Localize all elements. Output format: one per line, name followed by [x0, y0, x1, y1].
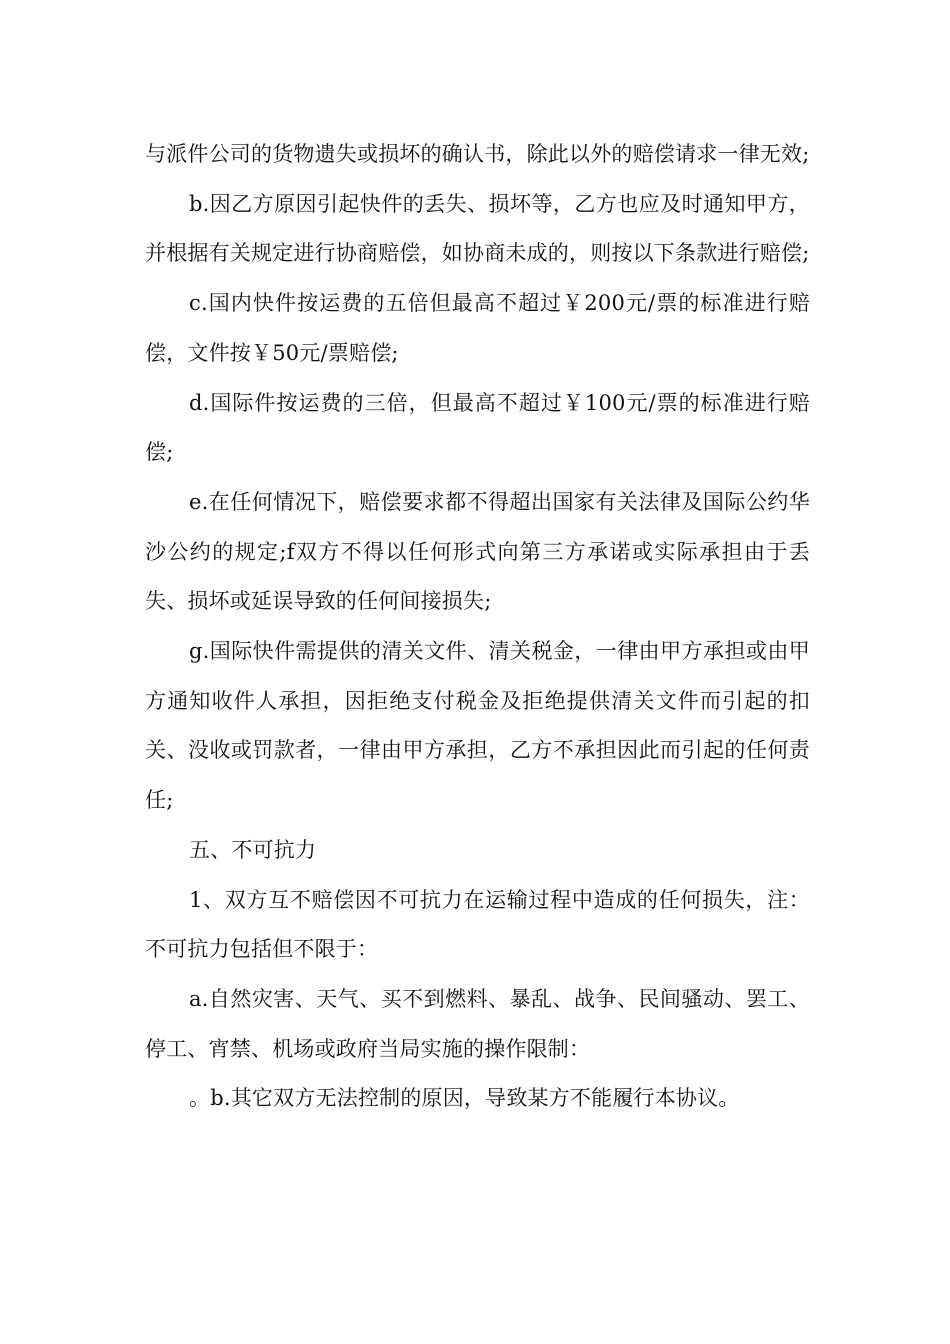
paragraph-force-majeure-b: 。b.其它双方无法控制的原因，导致某方不能履行本协议。 — [189, 1086, 740, 1111]
paragraph-clause-d: d.国际件按运费的三倍，但最高不超过￥100元/票的标准进行赔偿; — [145, 390, 810, 465]
paragraph-clause-c: c.国内快件按运费的五倍但最高不超过￥200元/票的标准进行赔偿，文件按￥50元/票赔偿; — [145, 291, 810, 365]
section-heading-force-majeure: 五、不可抗力 — [189, 837, 317, 862]
paragraph-clause-e-f: e.在任何情况下，赔偿要求都不得超出国家有关法律及国际公约华沙公约的规定;f双方不得以任何形式向第三方承诺或实际承担由于丢失、损坏或延误导致的任何间接损失; — [145, 489, 810, 614]
paragraph-clause-g: g.国际快件需提供的清关文件、清关税金，一律由甲方承担或由甲方通知收件人承担，因拒绝支付税金及拒绝提供清关文件而引起的扣关、没收或罚款者，一律由甲方承担，乙方不承担因此而引起的任何责任; — [145, 639, 810, 813]
document-body — [145, 130, 810, 1124]
paragraph-force-majeure-a: a.自然灾害、天气、买不到燃料、暴乱、战争、民间骚动、罢工、停工、宵禁、机场或政府当局实施的操作限制： — [145, 986, 810, 1061]
paragraph-force-majeure-1: 1、双方互不赔偿因不可抗力在运输过程中造成的任何损失，注：不可抗力包括但不限于： — [145, 887, 810, 962]
paragraph-clause-b: b.因乙方原因引起快件的丢失、损坏等，乙方也应及时通知甲方，并根据有关规定进行协商赔偿，如协商未成的，则按以下条款进行赔偿; — [145, 191, 810, 266]
paragraph-compensation-claim-continued: 与派件公司的货物遗失或损坏的确认书，除此以外的赔偿请求一律无效; — [145, 142, 810, 166]
